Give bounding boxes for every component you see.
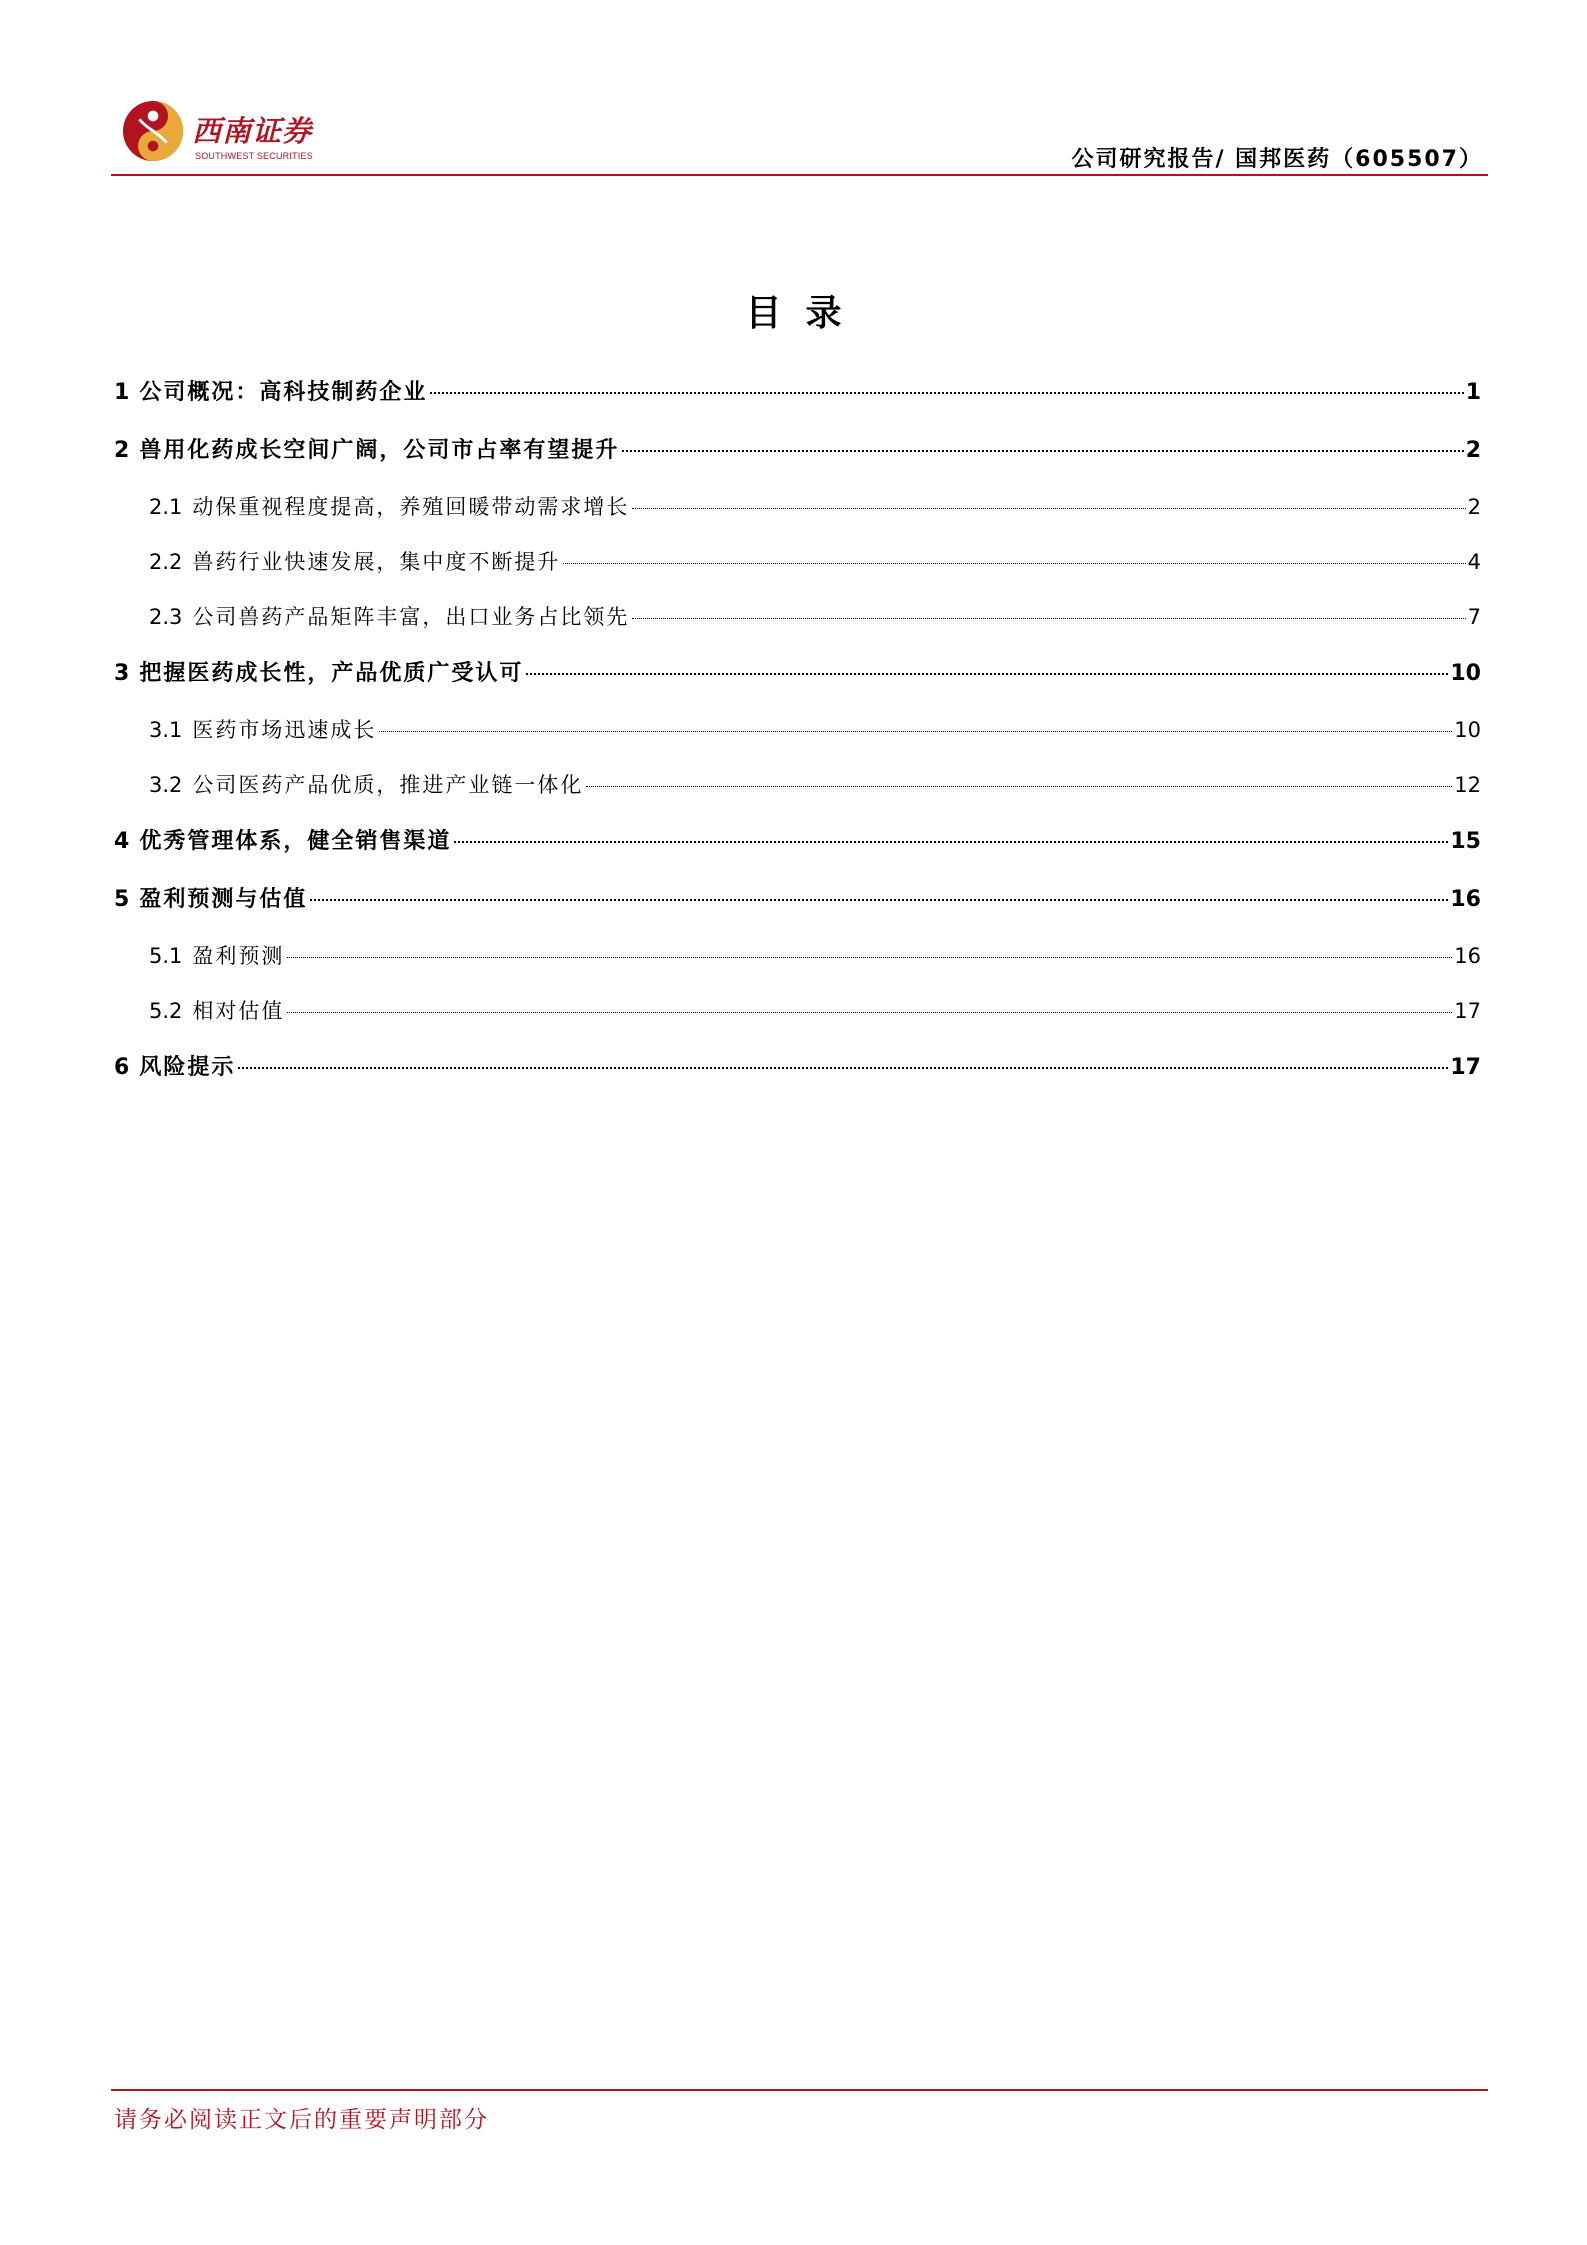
toc-entry-page: 7 — [1467, 605, 1481, 629]
toc-dot-leader — [238, 1067, 1448, 1069]
toc-subentry[interactable] — [114, 995, 1481, 1050]
toc-entry-number: 2.3 — [149, 605, 183, 629]
toc-entry-label: 公司医药产品优质，推进产业链一体化 — [192, 773, 584, 797]
toc-entry-number: 5.1 — [149, 944, 183, 968]
brand-logo — [122, 100, 332, 172]
toc-entry-page: 10 — [1450, 661, 1481, 686]
toc-entry-number: 6 — [114, 1055, 130, 1080]
header-rule — [111, 174, 1488, 176]
toc-subentry[interactable] — [114, 491, 1481, 546]
toc-entry[interactable] — [114, 433, 1481, 491]
report-title: 公司研究报告/ 国邦医药（605507） — [1071, 147, 1483, 172]
toc-dot-leader — [379, 731, 1452, 732]
toc-entry-page: 16 — [1454, 944, 1481, 968]
toc-entry-page: 16 — [1450, 887, 1481, 912]
toc-entry-label: 盈利预测与估值 — [139, 887, 308, 912]
toc-entry-number: 4 — [114, 829, 130, 854]
toc-entry-number: 3.2 — [149, 773, 183, 797]
toc-entry-page: 2 — [1465, 438, 1481, 463]
toc-entry-label: 动保重视程度提高，养殖回暖带动需求增长 — [192, 495, 630, 519]
toc-entry-label: 优秀管理体系，健全销售渠道 — [139, 829, 452, 854]
toc-entry-number: 3 — [114, 661, 130, 686]
toc-dot-leader — [563, 563, 1465, 564]
toc-entry-page: 17 — [1450, 1055, 1481, 1080]
toc-subentry[interactable] — [114, 714, 1481, 769]
toc-entry-page: 1 — [1465, 380, 1481, 405]
toc-entry-label: 医药市场迅速成长 — [192, 718, 377, 742]
toc-entry-label: 相对估值 — [192, 999, 285, 1023]
table-of-contents — [114, 375, 1481, 1108]
toc-dot-leader — [287, 957, 1452, 958]
toc-entry[interactable] — [114, 824, 1481, 882]
toc-entry-number: 1 — [114, 380, 130, 405]
toc-entry-label: 公司概况：高科技制药企业 — [139, 380, 428, 405]
toc-dot-leader — [632, 618, 1465, 619]
toc-entry-label: 兽用化药成长空间广阔，公司市占率有望提升 — [139, 438, 620, 463]
toc-entry-page: 4 — [1467, 550, 1481, 574]
toc-dot-leader — [586, 786, 1452, 787]
toc-entry-page: 12 — [1454, 773, 1481, 797]
toc-entry-number: 5.2 — [149, 999, 183, 1023]
toc-dot-leader — [454, 841, 1448, 843]
toc-entry-number: 2.1 — [149, 495, 183, 519]
toc-dot-leader — [632, 508, 1465, 509]
toc-dot-leader — [287, 1012, 1452, 1013]
toc-entry[interactable] — [114, 882, 1481, 940]
toc-entry-number: 2 — [114, 438, 130, 463]
toc-entry-page: 10 — [1454, 718, 1481, 742]
toc-dot-leader — [622, 450, 1463, 452]
brand-name-cn: 西南证券 — [192, 114, 313, 148]
toc-entry-label: 公司兽药产品矩阵丰富，出口业务占比领先 — [192, 605, 630, 629]
toc-entry-number: 2.2 — [149, 550, 183, 574]
toc-entry-number: 3.1 — [149, 718, 183, 742]
toc-subentry[interactable] — [114, 940, 1481, 995]
toc-subentry[interactable] — [114, 546, 1481, 601]
page-header — [111, 92, 1488, 174]
toc-entry-page: 2 — [1467, 495, 1481, 519]
toc-entry-label: 盈利预测 — [192, 944, 285, 968]
logo-mark-icon — [122, 100, 184, 162]
toc-entry-label: 兽药行业快速发展，集中度不断提升 — [192, 550, 561, 574]
toc-dot-leader — [526, 673, 1448, 675]
toc-subentry[interactable] — [114, 601, 1481, 656]
toc-subentry[interactable] — [114, 769, 1481, 824]
toc-entry[interactable] — [114, 375, 1481, 433]
toc-entry-number: 5 — [114, 887, 130, 912]
brand-name-en: SOUTHWEST SECURITIES — [195, 151, 313, 161]
footer-rule — [111, 2089, 1488, 2091]
toc-entry[interactable] — [114, 1050, 1481, 1108]
toc-title: 目录 — [745, 293, 866, 334]
toc-entry-label: 把握医药成长性，产品优质广受认可 — [139, 661, 524, 686]
toc-entry[interactable] — [114, 656, 1481, 714]
toc-entry-page: 17 — [1454, 999, 1481, 1023]
toc-dot-leader — [430, 392, 1463, 394]
toc-dot-leader — [310, 899, 1448, 901]
toc-entry-label: 风险提示 — [139, 1055, 236, 1080]
toc-entry-page: 15 — [1450, 829, 1481, 854]
footer-disclaimer-note: 请务必阅读正文后的重要声明部分 — [114, 2107, 489, 2133]
